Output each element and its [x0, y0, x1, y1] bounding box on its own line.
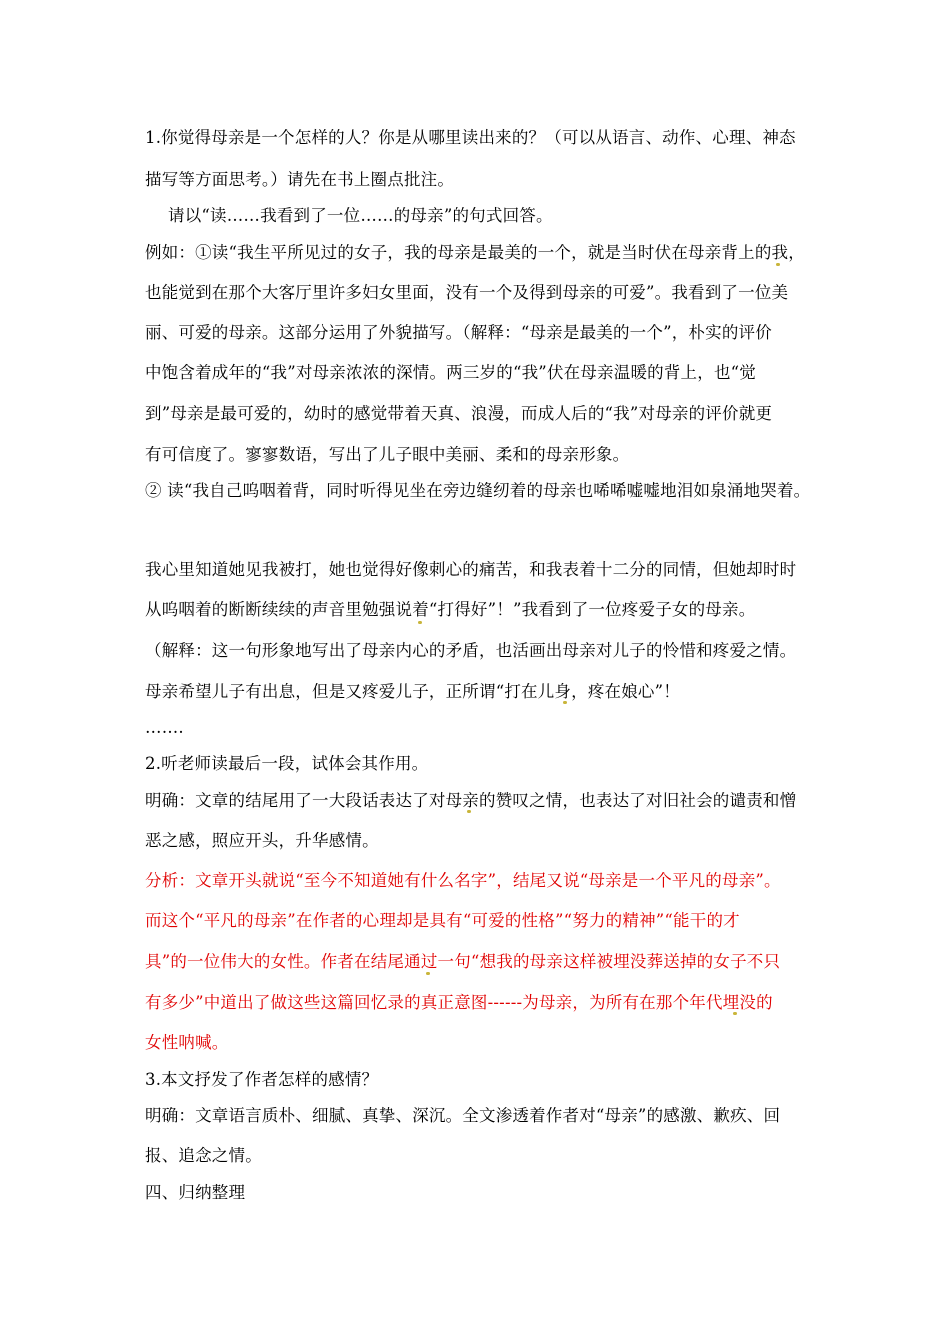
- analysis-line-3: 具”的一位伟大的女性。作者在结尾通过一句“想我的母亲这样被埋没葬送掉的女子不只: [145, 952, 781, 971]
- answer-3-line-1: 明确：文章语言质朴、细腻、真挚、深沉。全文渗透着作者对“母亲”的感激、歉疚、回: [145, 1106, 781, 1125]
- answer-format-instruction: 请以“读……我看到了一位……的母亲”的句式回答。: [168, 206, 553, 225]
- question-1-line-2: 描写等方面思考。）请先在书上圈点批注。: [145, 170, 455, 189]
- example-1-line-3: 丽、可爱的母亲。这部分运用了外貌描写。（解释：“母亲是最美的一个”，朴实的评价: [145, 323, 772, 342]
- example-1-line-4: 中饱含着成年的“我”对母亲浓浓的深情。两三岁的“我”伏在母亲温暖的背上，也“觉: [145, 363, 756, 382]
- section-4-heading: 四、归纳整理: [145, 1183, 246, 1202]
- marker-dot: [733, 1012, 737, 1015]
- example-2-line-2: 我心里知道她见我被打，她也觉得好像刺心的痛苦，和我表着十二分的同情，但她却时时: [145, 560, 797, 579]
- example-2-line-1: ② 读“我自己呜咽着背，同时听得见坐在旁边缝纫着的母亲也唏唏嘘嘘地泪如泉涌地哭着。: [145, 481, 811, 500]
- ellipsis-line: …….: [145, 718, 184, 737]
- example-1-line-2: 也能觉到在那个大客厅里许多妇女里面，没有一个及得到母亲的可爱”。我看到了一位美: [145, 283, 789, 302]
- question-3: 3.本文抒发了作者怎样的感情？: [145, 1070, 379, 1089]
- marker-dot: [776, 263, 780, 266]
- example-1-line-1: 例如：①读“我生平所见过的女子，我的母亲是最美的一个，就是当时伏在母亲背上的我，: [145, 243, 805, 262]
- marker-dot: [467, 810, 471, 813]
- answer-3-line-2: 报、追念之情。: [145, 1146, 262, 1165]
- analysis-line-5: 女性呐喊。: [145, 1033, 229, 1052]
- marker-dot: [426, 972, 430, 975]
- question-2: 2.听老师读最后一段，试体会其作用。: [145, 754, 429, 773]
- example-1-line-5: 到”母亲是最可爱的，幼时的感觉带着天真、浪漫，而成人后的“我”对母亲的评价就更: [145, 404, 773, 423]
- example-2-line-4: （解释：这一句形象地写出了母亲内心的矛盾，也活画出母亲对儿子的怜惜和疼爱之情。: [145, 641, 797, 660]
- answer-2-line-2: 恶之感，照应开头，升华感情。: [145, 831, 379, 850]
- analysis-line-2: 而这个“平凡的母亲”在作者的心理却是具有“可爱的性格”“努力的精神”“能干的才: [145, 911, 740, 930]
- question-1-line-1: 1.你觉得母亲是一个怎样的人？你是从哪里读出来的？（可以从语言、动作、心理、神态: [145, 128, 796, 147]
- analysis-line-4: 有多少”中道出了做这些这篇回忆录的真正意图------为母亲，为所有在那个年代埋没的: [145, 993, 773, 1012]
- answer-2-line-1: 明确：文章的结尾用了一大段话表达了对母亲的赞叹之情，也表达了对旧社会的谴责和憎: [145, 791, 797, 810]
- analysis-line-1: 分析：文章开头就说“至今不知道她有什么名字”，结尾又说“母亲是一个平凡的母亲”。: [145, 871, 781, 890]
- example-2-line-3: 从呜咽着的断断续续的声音里勉强说着“打得好”！”我看到了一位疼爱子女的母亲。: [145, 600, 756, 619]
- example-2-line-5: 母亲希望儿子有出息，但是又疼爱儿子，正所谓“打在儿身，疼在娘心”！: [145, 682, 680, 701]
- marker-dot: [563, 701, 567, 704]
- marker-dot: [418, 621, 422, 624]
- example-1-line-6: 有可信度了。寥寥数语，写出了儿子眼中美丽、柔和的母亲形象。: [145, 445, 630, 464]
